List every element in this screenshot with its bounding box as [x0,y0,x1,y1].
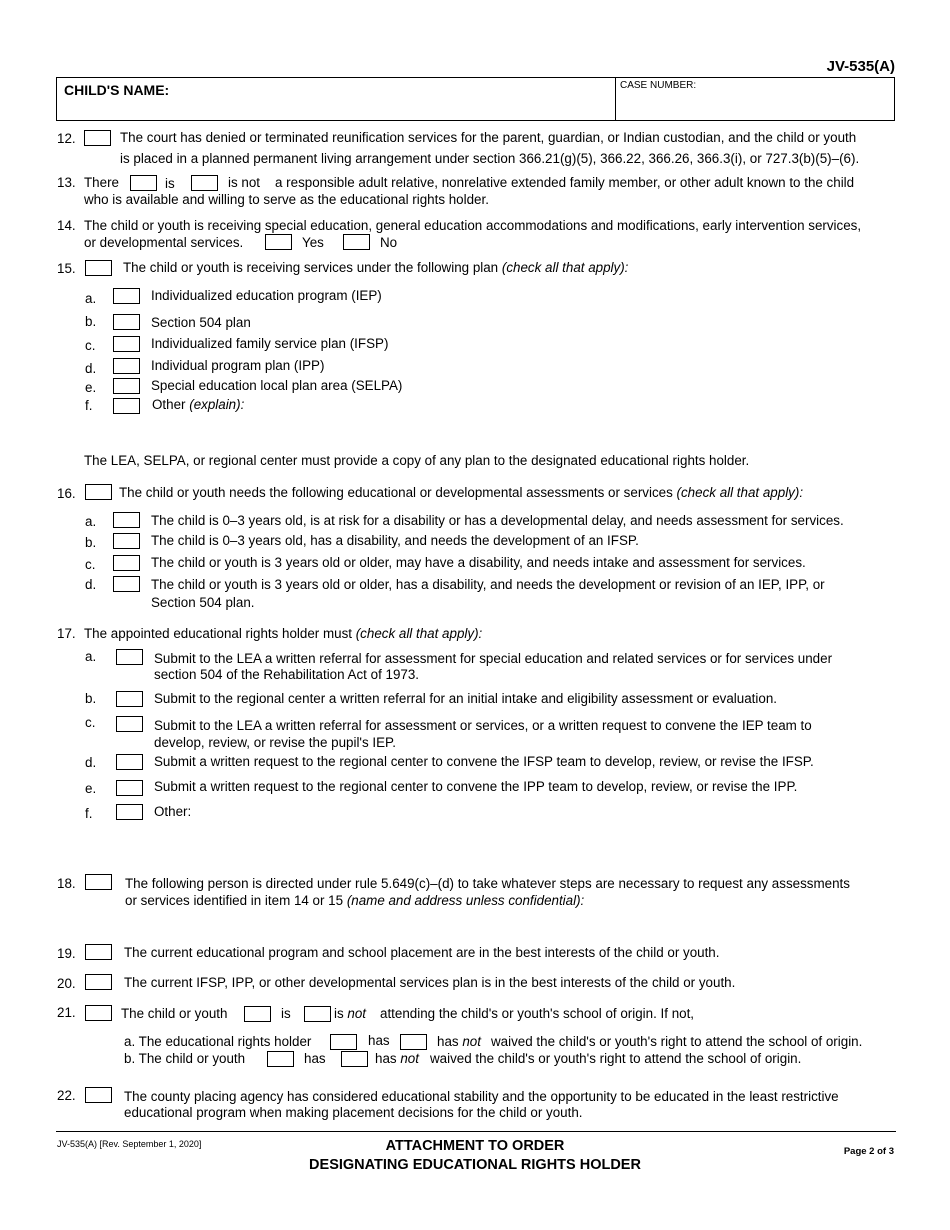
item-18-number: 18. [57,876,76,891]
item-16c-text: The child or youth is 3 years old or older, may have a disability, and needs intake and assessment for services. [151,555,806,570]
child-name-field[interactable] [175,82,605,118]
item-17a-letter: a. [85,649,97,664]
item-21a-has-not-label: has not [437,1034,481,1049]
item-14-no-label: No [380,235,398,250]
item-13-is-not-checkbox[interactable] [191,175,218,191]
item-13-number: 13. [57,175,76,190]
item-17-number: 17. [57,626,76,641]
item-16b-text: The child is 0–3 years old, has a disability, and needs the development of an IFSP. [151,533,639,548]
item-16c-letter: c. [85,557,96,572]
item-22-number: 22. [57,1088,76,1103]
item-13-text-line2: who is available and willing to serve as the educational rights holder. [84,192,489,207]
item-21b-has-not-label: has not [375,1051,419,1066]
item-17a-text-line2: section 504 of the Rehabilitation Act of 1973. [154,667,420,682]
item-17c-checkbox[interactable] [116,716,143,732]
footer-title [275,1137,675,1175]
item-12-text: The court has denied or terminated reunification services for the parent, guardian, or Indian custodian, and the child or youth [120,130,857,145]
item-21-is-not-label: is not [334,1006,367,1021]
item-15e-checkbox[interactable] [113,378,140,394]
item-21a-lead: a. The educational rights holder [124,1034,312,1049]
item-17b-checkbox[interactable] [116,691,143,707]
item-12-number: 12. [57,131,76,146]
item-13-there: There [84,175,119,190]
item-21b-text: waived the child's or youth's right to attend the school of origin. [430,1051,802,1066]
item-13-is-label: is [165,176,175,191]
item-15b-letter: b. [85,314,97,329]
item-14-text: The child or youth is receiving special education, general education accommodations and modifications, early intervention services, [84,218,862,233]
item-15f-checkbox[interactable] [113,398,140,414]
item-17b-letter: b. [85,691,97,706]
item-21b-has-label: has [304,1051,326,1066]
footer-title-line2: DESIGNATING EDUCATIONAL RIGHTS HOLDER [309,1157,641,1173]
item-16b-checkbox[interactable] [113,533,140,549]
item-17f-checkbox[interactable] [116,804,143,820]
item-15e-letter: e. [85,380,97,395]
item-17d-letter: d. [85,755,97,770]
item-14-number: 14. [57,218,76,233]
item-17b-text: Submit to the regional center a written referral for an initial intake and eligibility assessment or evaluation. [154,691,777,706]
item-19-text: The current educational program and school placement are in the best interests of the child or youth. [124,945,720,960]
item-21-is-checkbox[interactable] [244,1006,271,1022]
item-15a-checkbox[interactable] [113,288,140,304]
item-17f-letter: f. [85,806,93,821]
item-16d-checkbox[interactable] [113,576,140,592]
item-17d-checkbox[interactable] [116,754,143,770]
item-13-is-checkbox[interactable] [130,175,157,191]
item-17c-text: Submit to the LEA a written referral for assessment or services, or a written request to convene the IEP team to [154,718,812,733]
item-16-number: 16. [57,486,76,501]
item-16-text: The child or youth needs the following educational or developmental assessments or services (check all that apply): [119,485,804,500]
item-22-text: The county placing agency has considered educational stability and the opportunity to be educated in the least restrictive [124,1089,839,1104]
item-15c-letter: c. [85,338,96,353]
item-15a-text: Individualized education program (IEP) [151,288,382,303]
item-20-text: The current IFSP, IPP, or other developmental services plan is in the best interests of the child or youth. [124,975,736,990]
item-16a-text: The child is 0–3 years old, is at risk for a disability or has a developmental delay, and needs assessment for services. [151,513,844,528]
item-16b-letter: b. [85,535,97,550]
item-22-checkbox[interactable] [85,1087,112,1103]
item-19-checkbox[interactable] [85,944,112,960]
item-15f-letter: f. [85,398,93,413]
item-15b-text: Section 504 plan [151,315,251,330]
item-15-text: The child or youth is receiving services under the following plan (check all that apply): [123,260,629,275]
item-15f-explain-field[interactable] [255,397,885,437]
item-15-checkbox[interactable] [85,260,112,276]
item-20-number: 20. [57,976,76,991]
item-16d-letter: d. [85,577,97,592]
item-12-text-line2: is placed in a planned permanent living arrangement under section 366.21(g)(5), 366.22, 366.26, 366.3(i), or 727.3(b)(5)–(6). [120,151,860,166]
item-22-text-line2: educational program when making placement decisions for the child or youth. [124,1105,583,1120]
item-18-checkbox[interactable] [85,874,112,890]
item-14-text-line2: or developmental services. [84,235,244,250]
item-17e-checkbox[interactable] [116,780,143,796]
item-21a-has-checkbox[interactable] [330,1034,357,1050]
item-15a-letter: a. [85,291,97,306]
item-17f-other-field[interactable] [200,803,880,853]
header-divider [615,77,616,121]
item-15d-letter: d. [85,361,97,376]
item-21-lead: The child or youth [121,1006,228,1021]
item-21-number: 21. [57,1005,76,1020]
item-17e-letter: e. [85,781,97,796]
item-14-yes-checkbox[interactable] [265,234,292,250]
item-15-number: 15. [57,261,76,276]
case-number-label: CASE NUMBER: [620,80,697,91]
item-21-is-label: is [281,1006,291,1021]
item-17a-text: Submit to the LEA a written referral for assessment for special education and related services or for services under [154,651,833,666]
item-16d-text-line2: Section 504 plan. [151,595,255,610]
item-17c-letter: c. [85,715,96,730]
item-16a-checkbox[interactable] [113,512,140,528]
item-15b-checkbox[interactable] [113,314,140,330]
item-17-text: The appointed educational rights holder must (check all that apply): [84,626,483,641]
item-15-note: The LEA, SELPA, or regional center must provide a copy of any plan to the designated educational rights holder. [84,453,750,468]
item-21b-lead: b. The child or youth [124,1051,246,1066]
item-20-checkbox[interactable] [85,974,112,990]
footer-rule [56,1131,896,1132]
case-number-field[interactable] [620,94,890,118]
item-18-text-line2: or services identified in item 14 or 15 (name and address unless confidential): [125,893,585,908]
item-16d-text: The child or youth is 3 years old or older, has a disability, and needs the development or revision of an IEP, IPP, or [151,577,825,592]
item-17d-text: Submit a written request to the regional center to convene the IFSP team to develop, review, or revise the IFSP. [154,754,814,769]
footer-page: Page 2 of 3 [843,1146,894,1157]
item-15e-text: Special education local plan area (SELPA) [151,378,403,393]
item-21b-has-checkbox[interactable] [267,1051,294,1067]
item-15d-checkbox[interactable] [113,358,140,374]
item-17e-text: Submit a written request to the regional center to convene the IPP team to develop, review, or revise the IPP. [154,779,798,794]
item-21a-has-label: has [368,1033,390,1048]
form-id: JV-535(A) [826,58,895,75]
item-17c-text-line2: develop, review, or revise the pupil's IEP. [154,735,396,750]
item-15c-text: Individualized family service plan (IFSP) [151,336,389,351]
item-16a-letter: a. [85,514,97,529]
footer-form-rev: JV-535(A) [Rev. September 1, 2020] [57,1139,202,1149]
item-21-text: attending the child's or youth's school of origin. If not, [380,1006,695,1021]
item-13-text: a responsible adult relative, nonrelative extended family member, or other adult known to the child [275,175,855,190]
item-21-checkbox[interactable] [85,1005,112,1021]
item-15f-text: Other (explain): [152,397,245,412]
child-name-label: CHILD'S NAME: [64,82,170,98]
item-12-checkbox[interactable] [84,130,111,146]
item-19-number: 19. [57,946,76,961]
item-13-is-not-label: is not [228,175,261,190]
item-17f-text: Other: [154,804,192,819]
item-18-name-field[interactable] [125,912,885,934]
item-21b-has-not-checkbox[interactable] [341,1051,368,1067]
item-14-no-checkbox[interactable] [343,234,370,250]
item-14-yes-label: Yes [302,235,324,250]
item-16-checkbox[interactable] [85,484,112,500]
item-21a-text: waived the child's or youth's right to attend the school of origin. [491,1034,863,1049]
item-15c-checkbox[interactable] [113,336,140,352]
item-18-text: The following person is directed under rule 5.649(c)–(d) to take whatever steps are necessary to request any assessments [125,876,850,891]
item-17a-checkbox[interactable] [116,649,143,665]
item-15d-text: Individual program plan (IPP) [151,358,325,373]
item-16c-checkbox[interactable] [113,555,140,571]
item-21a-has-not-checkbox[interactable] [400,1034,427,1050]
item-21-is-not-checkbox[interactable] [304,1006,331,1022]
footer-title-line1: ATTACHMENT TO ORDER [385,1138,565,1154]
